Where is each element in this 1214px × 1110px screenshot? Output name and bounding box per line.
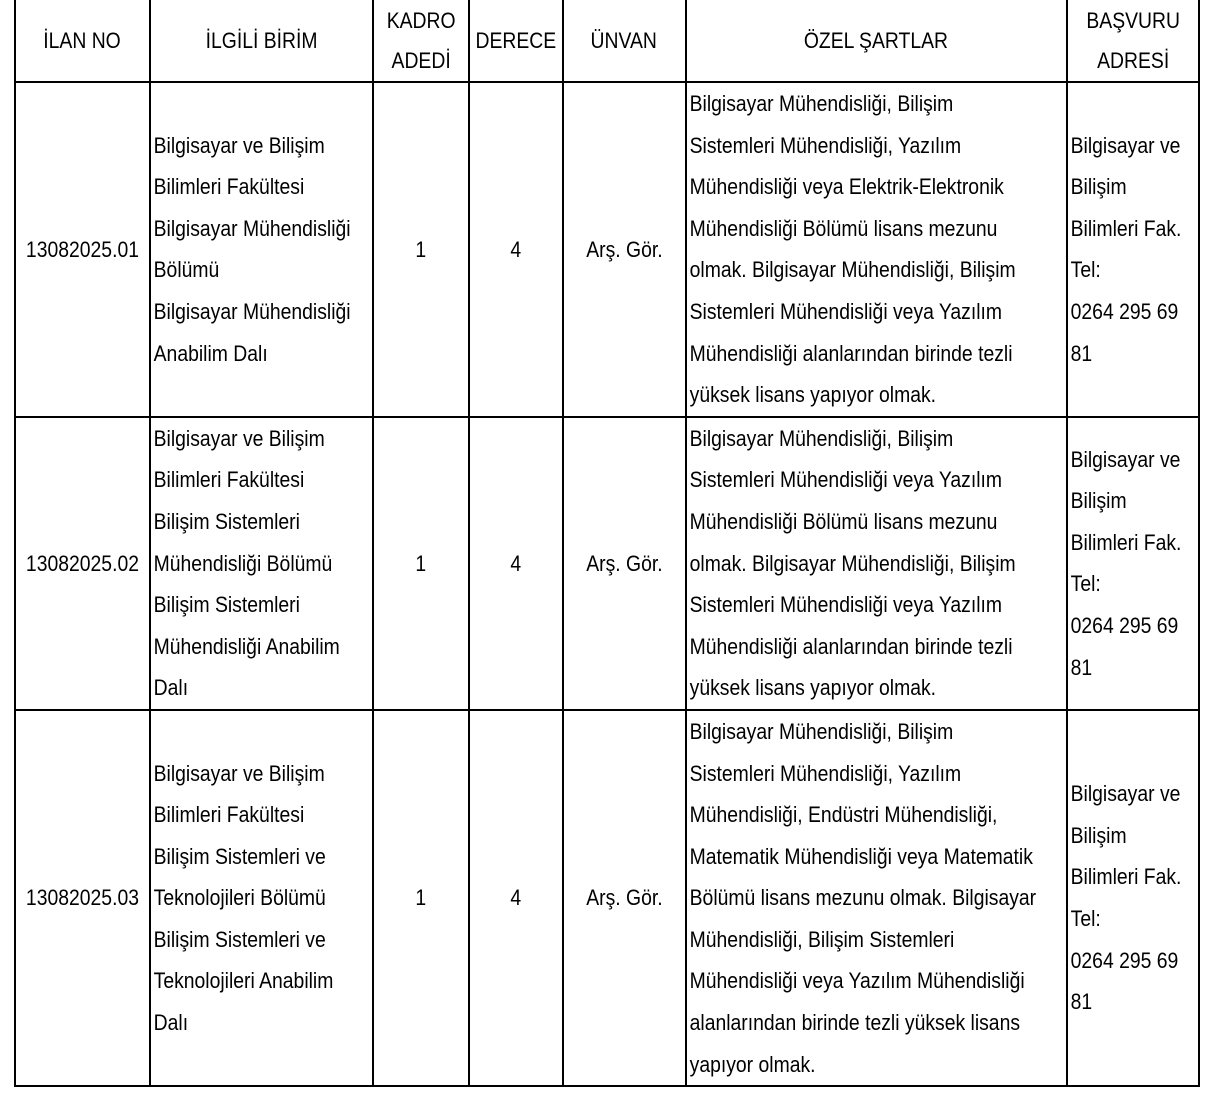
kadro-cell: 1 (373, 710, 469, 1086)
derece-cell: 4 (469, 710, 563, 1086)
unvan-cell: Arş. Gör. (563, 82, 686, 417)
kadro-cell: 1 (373, 82, 469, 417)
header-ilan-no: İLAN NO (15, 0, 150, 82)
derece-cell: 4 (469, 82, 563, 417)
table-row (15, 710, 1199, 1086)
derece-cell: 4 (469, 417, 563, 710)
adres-cell: Bilgisayar ve Bilişim Bilimleri Fak. Tel: 0264 295 69 81 (1067, 417, 1199, 710)
header-kadro-adedi: KADRO ADEDİ (373, 0, 469, 82)
ilan-no-cell: 13082025.01 (15, 82, 150, 417)
birim-cell: Bilgisayar ve Bilişim Bilimleri Fakültesi Bilişim Sistemleri Mühendisliği Bölümü Bilişim Sistemleri Mühendisliği Anabilim Dalı (150, 417, 374, 710)
table-row (15, 417, 1199, 710)
birim-cell: Bilgisayar ve Bilişim Bilimleri Fakültesi Bilişim Sistemleri ve Teknolojileri Bölümü Bilişim Sistemleri ve Teknolojileri Anabilim Dalı (150, 710, 374, 1086)
ilan-table (14, 0, 1200, 1087)
unvan-cell: Arş. Gör. (563, 710, 686, 1086)
unvan-cell: Arş. Gör. (563, 417, 686, 710)
adres-cell: Bilgisayar ve Bilişim Bilimleri Fak. Tel: 0264 295 69 81 (1067, 82, 1199, 417)
header-ilgili-birim: İLGİLİ BİRİM (150, 0, 374, 82)
header-ozel-sartlar: ÖZEL ŞARTLAR (686, 0, 1068, 82)
table-row (15, 82, 1199, 417)
ilan-no-cell: 13082025.02 (15, 417, 150, 710)
ilan-no-cell: 13082025.03 (15, 710, 150, 1086)
adres-cell: Bilgisayar ve Bilişim Bilimleri Fak. Tel: 0264 295 69 81 (1067, 710, 1199, 1086)
kadro-cell: 1 (373, 417, 469, 710)
sartlar-cell: Bilgisayar Mühendisliği, Bilişim Sistemleri Mühendisliği, Yazılım Mühendisliği, Endüstri Mühendisliği, Matematik Mühendisliği veya Matematik Bölümü lisans mezunu olmak. Bilgisayar Mühendisliği, Bilişim Sistemleri Mühendisliği veya Yazılım Mühendisliği alanlarından birinde tezli yüksek lisans yapıyor olmak. (686, 710, 1068, 1086)
header-derece: DERECE (469, 0, 563, 82)
sartlar-cell: Bilgisayar Mühendisliği, Bilişim Sistemleri Mühendisliği, Yazılım Mühendisliği veya Elektrik-Elektronik Mühendisliği Bölümü lisans mezunu olmak. Bilgisayar Mühendisliği, Bilişim Sistemleri Mühendisliği veya Yazılım Mühendisliği alanlarından birinde tezli yüksek lisans yapıyor olmak. (686, 82, 1068, 417)
sartlar-cell: Bilgisayar Mühendisliği, Bilişim Sistemleri Mühendisliği veya Yazılım Mühendisliği Bölümü lisans mezunu olmak. Bilgisayar Mühendisliği, Bilişim Sistemleri Mühendisliği veya Yazılım Mühendisliği alanlarından birinde tezli yüksek lisans yapıyor olmak. (686, 417, 1068, 710)
header-basvuru-adresi: BAŞVURU ADRESİ (1067, 0, 1199, 82)
header-unvan: ÜNVAN (563, 0, 686, 82)
header-row (15, 0, 1199, 82)
birim-cell: Bilgisayar ve Bilişim Bilimleri Fakültesi Bilgisayar Mühendisliği Bölümü Bilgisayar Mühendisliği Anabilim Dalı (150, 82, 374, 417)
